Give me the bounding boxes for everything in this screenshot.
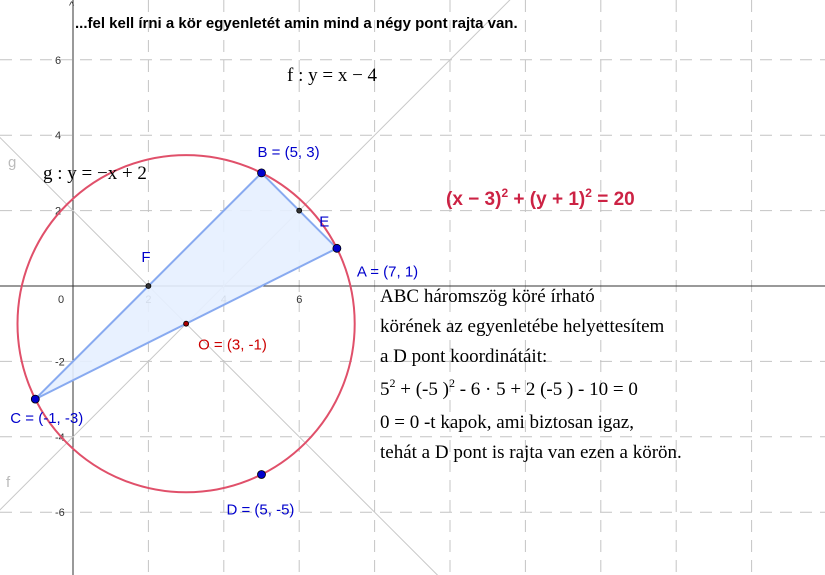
- point-f[interactable]: [146, 284, 151, 289]
- line-g-equation: g : y = −x + 2: [43, 163, 147, 184]
- point-label-c: C = (-1, -3): [10, 410, 84, 428]
- y-tick-label: 2: [55, 205, 62, 218]
- y-tick-label: -6: [55, 507, 65, 520]
- explanation-line-1: ABC háromszög köré írható: [380, 286, 595, 307]
- y-tick-label: -2: [55, 356, 65, 369]
- point-a[interactable]: [333, 244, 341, 252]
- y-tick-label: 6: [55, 54, 62, 67]
- explanation-line-5: 0 = 0 -t kapok, ami biztosan igaz,: [380, 412, 634, 433]
- y-tick-label: 4: [55, 130, 62, 143]
- point-label-o: O = (3, -1): [198, 336, 267, 354]
- point-label-b: B = (5, 3): [257, 143, 320, 161]
- y-tick-label: -4: [55, 431, 65, 444]
- point-label-d: D = (5, -5): [226, 501, 295, 519]
- header-text: ...fel kell írni a kör egyenletét amin mind a négy pont rajta van.: [75, 15, 518, 32]
- line-f-name: f: [6, 474, 11, 491]
- point-label-e: E: [319, 213, 330, 231]
- line-g-name: g: [8, 154, 17, 171]
- explanation-line-2: körének az egyenletébe helyettesítem: [380, 316, 665, 337]
- point-c[interactable]: [31, 395, 39, 403]
- cursor-icon: ^: [69, 0, 75, 12]
- point-b[interactable]: [258, 169, 266, 177]
- explanation-line-3: a D pont koordinátáit:: [380, 346, 548, 367]
- point-label-a: A = (7, 1): [356, 263, 419, 281]
- x-tick-label: 6: [296, 294, 303, 306]
- point-d[interactable]: [258, 471, 266, 479]
- point-e[interactable]: [297, 208, 302, 213]
- point-label-f: F: [141, 249, 151, 266]
- line-f-equation: f : y = x − 4: [287, 65, 378, 86]
- explanation-line-4: $5^2 + (-5$ )$^2$ - 6 · 5 + 2 (-5 ) - 10 = 0: [380, 376, 638, 400]
- circle-equation: $(x - 3)^2 + (y + 1)^2 = 20$: [446, 186, 635, 210]
- origin-label: 0: [58, 294, 65, 306]
- explanation-line-6: tehát a D pont is rajta van ezen a körön.: [380, 442, 682, 463]
- point-o[interactable]: [184, 321, 189, 326]
